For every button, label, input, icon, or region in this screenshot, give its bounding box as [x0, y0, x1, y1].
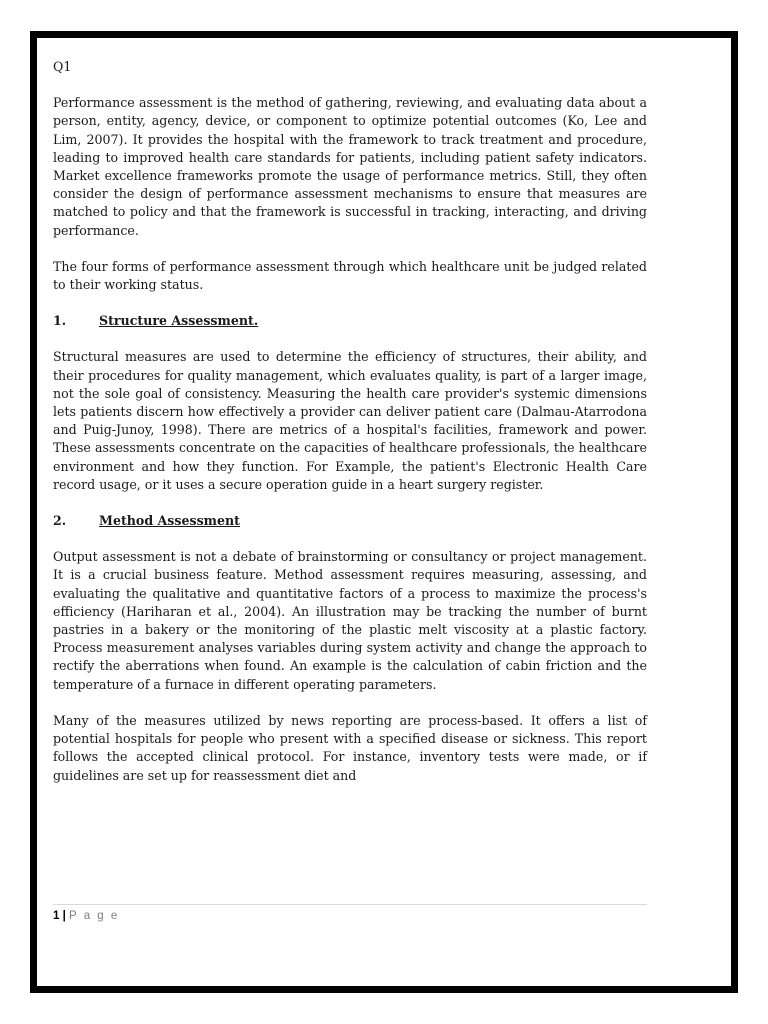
structure-assessment-paragraph: Structural measures are used to determine the efficiency of structures, their ability, and their procedures for quality management, which evaluates quality, is part of a larger image, not the sole goal of consistency. Measuring the health care provider's systemic dimensions lets patients discern how effectively a provider can deliver patient care (Dalmau-Atarrodona and Puig-Junoy, 1998). There are metrics of a hospital's facilities, framework and power. These assessments concentrate on the capacities of healthcare professionals, the healthcare environment and how they function. For Example, the patient's Electronic Health Care record usage, or it uses a secure operation guide in a heart surgery register.	[53, 349, 647, 492]
footer-separator: |	[62, 910, 66, 922]
method-assessment-paragraph-1: Output assessment is not a debate of brainstorming or consultancy or project management. It is a crucial business feature. Method assessment requires measuring, assessing, and evaluating the qualitative and quantitative factors of a process to maximize the process's efficiency (Hariharan et al., 2004). An illustration may be tracking the number of burnt pastries in a bakery or the monitoring of the plastic melt viscosity at a plastic factory. Process measurement analyses variables during system activity and change the approach to rectify the aberrations when found. An example is the calculation of cabin friction and the temperature of a furnace in different operating parameters.	[53, 549, 647, 692]
intro-paragraph-1: Performance assessment is the method of gathering, reviewing, and evaluating data about a person, entity, agency, device, or component to optimize potential outcomes (Ko, Lee and Lim, 2007). It provides the hospital with the framework to track treatment and procedure, leading to improved health care standards for patients, including patient safety indicators. Market excellence frameworks promote the usage of performance metrics. Still, they often consider the design of performance assessment mechanisms to ensure that measures are matched to policy and that the framework is successful in tracking, interacting, and driving performance.	[53, 95, 647, 238]
page-footer	[53, 904, 647, 923]
section-title: Structure Assessment.	[99, 313, 259, 329]
page-number: 1	[53, 910, 60, 922]
section-number: 1.	[53, 313, 67, 329]
section-number: 2.	[53, 513, 67, 529]
page-label: P a g e	[69, 910, 120, 922]
section-heading-structure-assessment	[53, 312, 647, 330]
section-title: Method Assessment	[99, 513, 240, 529]
section-heading-method-assessment	[53, 512, 647, 530]
intro-paragraph-2: The four forms of performance assessment through which healthcare unit be judged related to their working status.	[53, 258, 647, 293]
document-body	[53, 58, 647, 803]
method-assessment-paragraph-2: Many of the measures utilized by news reporting are process-based. It offers a list of potential hospitals for people who present with a specified disease or sickness. This report follows the accepted clinical protocol. For instance, inventory tests were made, or if guidelines are set up for reassessment diet and	[53, 712, 647, 783]
question-label: Q1	[53, 59, 72, 74]
